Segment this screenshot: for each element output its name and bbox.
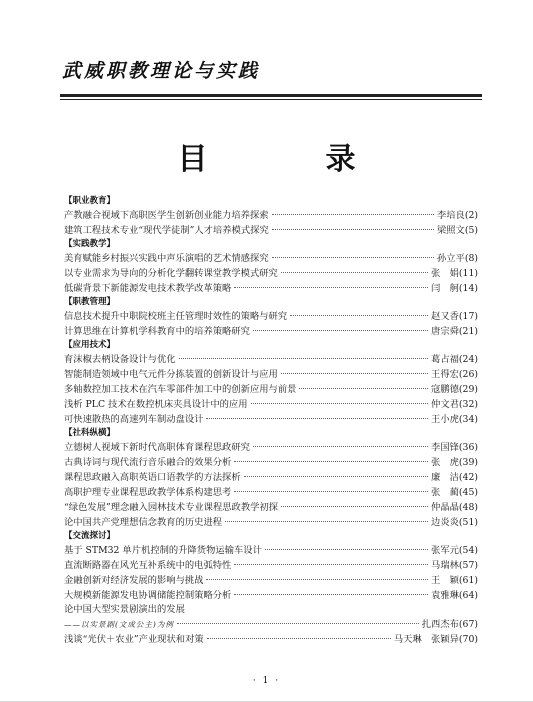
toc-heading: 目 录	[177, 142, 400, 177]
entry-title: 智能制造领域中电气元件分拣装置的创新设计与应用	[64, 369, 278, 380]
entry-title: 论中国共产党理想信念教育的历史进程	[64, 517, 223, 528]
dot-leader	[234, 563, 428, 565]
dot-leader	[290, 314, 428, 316]
dot-leader	[234, 490, 428, 492]
entry-title: 美育赋能乡村振兴实践中声乐演唱的艺术情感探究	[64, 253, 269, 264]
dot-leader	[234, 593, 428, 595]
toc-entry[interactable]	[64, 500, 478, 515]
toc-entry[interactable]	[64, 266, 478, 281]
header-rule-thick	[60, 94, 482, 97]
entry-title: 低碳背景下新能源发电技术教学改革策略	[64, 283, 232, 294]
section-label: 【职教管理】	[64, 297, 116, 307]
toc-entry[interactable]	[64, 324, 478, 339]
entry-author-page: 寇鹏德(29)	[431, 384, 478, 395]
entry-title: 多轴数控加工技术在汽车零部件加工中的创新应用与前景	[64, 384, 297, 395]
entry-title: 立德树人视域下新时代高职体育课程思政研究	[64, 442, 250, 453]
dot-leader	[281, 271, 428, 273]
section-label: 【应用技术】	[64, 340, 116, 350]
toc-entry[interactable]	[64, 440, 478, 455]
entry-title: 育沫椒去柄设备设计与优化	[64, 354, 176, 365]
entry-author-page: 李培良(2)	[436, 210, 478, 221]
entry-title: 古典诗词与现代流行音乐融合的效果分析	[64, 457, 232, 468]
toc-entry[interactable]	[64, 515, 478, 530]
toc-entry[interactable]	[64, 352, 478, 367]
entry-author-page: 闫 舸(14)	[431, 283, 478, 294]
entry-author-page: 王小虎(34)	[431, 414, 478, 425]
toc-entry[interactable]	[64, 397, 478, 412]
entry-title: 以专业需求为导向的分析化学翻转课堂教学模式研究	[64, 268, 278, 279]
dot-leader	[207, 637, 391, 639]
entry-title: 金融创新对经济发展的影响与挑战	[64, 575, 204, 586]
toc-entry[interactable]	[64, 281, 478, 296]
toc-entry[interactable]	[64, 558, 478, 573]
toc-entry[interactable]	[64, 632, 478, 647]
section-label: 【职业教育】	[64, 196, 116, 206]
toc-entry[interactable]	[64, 603, 478, 617]
entry-title: 计算思维在计算机学科教育中的培养策略研究	[64, 326, 250, 337]
entry-author-page: 袁雅琳(64)	[431, 590, 478, 601]
dot-leader	[272, 228, 434, 230]
dot-leader	[179, 357, 428, 359]
section-label: 【社科纵横】	[64, 428, 116, 438]
dot-leader	[206, 417, 428, 419]
entry-author-page: 李国锋(36)	[431, 442, 478, 453]
entry-title: “绿色发展”理念融入园林技术专业课程思政教学初探	[64, 502, 279, 513]
dot-leader	[272, 213, 434, 215]
dot-leader	[253, 445, 428, 447]
entry-title: 基于 STM32 单片机控制的升降货物运输车设计	[64, 545, 262, 556]
entry-author-page: 张 娟(11)	[431, 268, 478, 279]
toc-entry[interactable]	[64, 208, 478, 223]
dot-leader	[206, 578, 428, 580]
entry-author-page: 唐宗舜(21)	[431, 326, 478, 337]
entry-author-page: 张军元(54)	[431, 545, 478, 556]
entry-title: 论中国大型实景剧演出的发展	[64, 604, 185, 615]
entry-author-page: 边炎炎(51)	[431, 517, 478, 528]
dot-leader	[234, 460, 428, 462]
section-label: 【实践教学】	[64, 239, 116, 249]
entry-author-page: 仲文君(32)	[431, 399, 478, 410]
entry-author-page: 张 虎(39)	[431, 457, 478, 468]
entry-author-page: 扎西杰布(67)	[421, 619, 478, 630]
dot-leader	[281, 505, 428, 507]
toc-entry[interactable]	[64, 223, 478, 238]
entry-title: 课程思政融入高职英语口语教学的方法探析	[64, 472, 241, 483]
entry-title: 浅析 PLC 技术在数控机床夹具设计中的应用	[64, 399, 248, 410]
entry-author-page: 仲晶晶(48)	[431, 502, 478, 513]
entry-title: 建筑工程技术专业“现代学徒制”人才培养模式探究	[64, 225, 269, 236]
dot-leader	[253, 329, 428, 331]
dot-leader	[251, 402, 429, 404]
entry-author-page: 廉 洁(42)	[431, 472, 478, 483]
entry-title: 大规模新能源发电协调储能控制策略分析	[64, 590, 232, 601]
entry-author-page: 赵又香(17)	[431, 311, 478, 322]
toc-entry[interactable]	[64, 588, 478, 603]
dot-leader	[299, 387, 428, 389]
toc-entry[interactable]	[64, 412, 478, 427]
toc-entry[interactable]	[64, 617, 478, 632]
toc-entry[interactable]	[64, 251, 478, 266]
toc-entry[interactable]	[64, 543, 478, 558]
toc-entry[interactable]	[64, 382, 478, 397]
toc-entry[interactable]	[64, 573, 478, 588]
toc-entry[interactable]	[64, 309, 478, 324]
table-of-contents	[64, 195, 478, 647]
dot-leader	[281, 372, 428, 374]
entry-title: 高职护理专业课程思政教学体系构建思考	[64, 487, 232, 498]
dot-leader	[225, 520, 428, 522]
entry-author-page: 王得宏(26)	[431, 369, 478, 380]
toc-entry[interactable]	[64, 455, 478, 470]
dot-leader	[234, 286, 428, 288]
entry-author-page: 马天琳 张颖异(70)	[393, 634, 478, 645]
entry-title: 浅谈“光伏＋农业”产业现状和对策	[64, 634, 204, 645]
entry-author-page: 张 蔺(45)	[431, 487, 478, 498]
entry-title: 可快速散热的高速列车制动盘设计	[64, 414, 204, 425]
entry-title: 产教融合视域下高职医学生创新创业能力培养探索	[64, 210, 269, 221]
dot-leader	[244, 475, 428, 477]
dot-leader	[177, 622, 419, 624]
entry-author-page: 孙立平(8)	[436, 253, 478, 264]
entry-title: 信息技术提升中职院校班主任管理时效性的策略与研究	[64, 311, 288, 322]
header-rule-thin	[60, 99, 482, 100]
entry-title: 直流断路器在风光互补系统中的电弧特性	[64, 560, 232, 571]
page-number: · 1 ·	[252, 676, 281, 686]
entry-title: ——以实景剧(文成公主)为例	[64, 620, 174, 629]
entry-author-page: 王 颖(61)	[431, 575, 478, 586]
toc-entry[interactable]	[64, 367, 478, 382]
journal-title: 武威职教理论与实践	[62, 60, 261, 82]
entry-author-page: 梁照文(5)	[436, 225, 478, 236]
toc-entry[interactable]	[64, 470, 478, 485]
dot-leader	[272, 256, 434, 258]
entry-author-page: 马瑞林(57)	[431, 560, 478, 571]
toc-entry[interactable]	[64, 485, 478, 500]
dot-leader	[265, 548, 428, 550]
entry-author-page: 葛占福(24)	[431, 354, 478, 365]
section-label: 【交流探讨】	[64, 531, 116, 541]
